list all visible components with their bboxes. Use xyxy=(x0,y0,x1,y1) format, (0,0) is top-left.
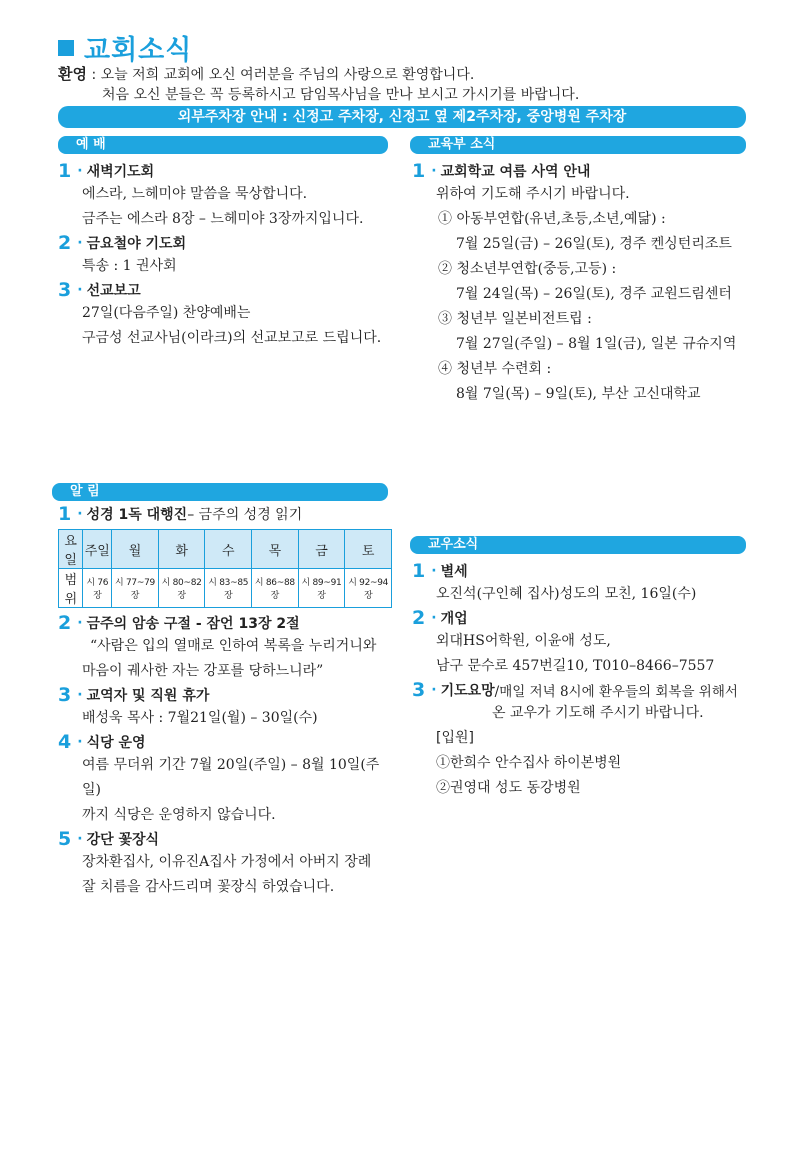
worship-item-2: 2 · 금요철야 기도회 xyxy=(58,232,187,254)
body-line: 장차환집사, 이유진A집사 가정에서 아버지 장례 xyxy=(82,854,372,870)
square-bullet-icon xyxy=(58,40,74,56)
table-cell: 월 xyxy=(112,530,159,569)
body-line: 잘 치름을 감사드리며 꽃장식 하였습니다. xyxy=(82,879,335,895)
item-number: 1 xyxy=(412,560,426,582)
table-cell: 시 89~91장 xyxy=(298,569,345,608)
members-section xyxy=(412,560,762,801)
worship-item-3: 3 · 선교보고 xyxy=(58,279,141,301)
body-line: ③ 청년부 일본비전트립 : xyxy=(438,311,592,327)
table-cell: 시 77~79장 xyxy=(112,569,159,608)
body-line: 7월 24일(목) – 26일(토), 경주 교원드림센터 xyxy=(456,286,732,302)
table-cell: 화 xyxy=(158,530,205,569)
body-line: 에스라, 느헤미야 말씀을 묵상합니다. xyxy=(82,186,308,202)
notice-item-3: 3 · 교역자 및 직원 휴가 xyxy=(58,684,210,706)
body-line: “사람은 입의 열매로 인하여 복록을 누리거니와 xyxy=(90,638,377,654)
page-title-text: 교회소식 xyxy=(84,35,193,66)
body-line: 외대HS어학원, 이윤애 성도, xyxy=(436,633,611,649)
item-title: 교회학교 여름 사역 안내 xyxy=(440,164,591,180)
body-line: 금주는 에스라 8장 – 느헤미야 3장까지입니다. xyxy=(82,211,364,227)
item-title: 기도요망 xyxy=(440,683,495,699)
table-cell: 요일 xyxy=(59,530,83,569)
item-number: 1 xyxy=(58,503,72,525)
item-number: 2 xyxy=(58,232,72,254)
body-line: 배성욱 목사 : 7월21일(월) – 30일(수) xyxy=(82,710,318,726)
item-title: 식당 운영 xyxy=(86,735,146,751)
body-line: ②권영대 성도 동강병원 xyxy=(436,780,581,796)
body-line: 온 교우가 기도해 주시기 바랍니다. xyxy=(492,705,704,721)
body-line: ①한희수 안수집사 하이본병원 xyxy=(436,755,622,771)
welcome-label: 환영 xyxy=(58,65,87,83)
table-cell: 수 xyxy=(205,530,252,569)
notice-item-1: 1 · 성경 1독 대행진 – 금주의 성경 읽기 xyxy=(58,503,303,525)
welcome-line1: : 오늘 저희 교회에 오신 여러분을 주님의 사랑으로 환영합니다. xyxy=(91,67,475,83)
body-line: 남구 문수로 457번길10, T010–8466–7557 xyxy=(436,658,715,674)
members-item-2: 2 · 개업 xyxy=(412,607,468,629)
body-line: 구금성 선교사님(이라크)의 선교보고로 드립니다. xyxy=(82,330,382,346)
item-title: 교역자 및 직원 휴가 xyxy=(86,688,210,704)
body-line: 위하여 기도해 주시기 바랍니다. xyxy=(436,186,630,202)
education-section xyxy=(412,160,752,407)
item-number: 2 xyxy=(412,607,426,629)
table-cell: 목 xyxy=(252,530,299,569)
body-line: 7월 25일(금) – 26일(토), 경주 켄싱턴리조트 xyxy=(456,236,732,252)
worship-item-1: 1 · 새벽기도회 xyxy=(58,160,155,182)
item-title-suffix: – 금주의 성경 읽기 xyxy=(187,507,303,523)
education-item-1: 1 · 교회학교 여름 사역 안내 xyxy=(412,160,591,182)
body-line: 오진석(구인혜 집사)성도의 모친, 16일(수) xyxy=(436,586,697,602)
item-title: 새벽기도회 xyxy=(86,164,155,180)
members-item-3: 3 · 기도요망 /매일 저녁 8시에 환우들의 회복을 위해서 xyxy=(412,679,738,701)
table-cell: 주일 xyxy=(83,530,112,569)
item-number: 3 xyxy=(58,279,72,301)
item-number: 3 xyxy=(58,684,72,706)
prayer-text: /매일 저녁 8시에 환우들의 회복을 위해서 xyxy=(494,684,738,700)
item-title: 선교보고 xyxy=(86,283,141,299)
notice-section xyxy=(58,503,398,900)
body-line: 특송 : 1 권사회 xyxy=(82,258,177,274)
welcome-line2: 처음 오신 분들은 꼭 등록하시고 담임목사님을 만나 보시고 가시기를 바랍니다. xyxy=(102,87,580,103)
item-number: 1 xyxy=(412,160,426,182)
body-line: ④ 청년부 수련회 : xyxy=(438,361,552,377)
notice-header: 알 림 xyxy=(52,483,388,501)
item-number: 5 xyxy=(58,828,72,850)
table-cell: 시 80~82장 xyxy=(158,569,205,608)
notice-item-4: 4 · 식당 운영 xyxy=(58,731,146,753)
body-line: 마음이 궤사한 자는 강포를 당하느니라” xyxy=(82,663,324,679)
item-title: 별세 xyxy=(440,564,468,580)
item-number: 3 xyxy=(412,679,426,701)
item-number: 4 xyxy=(58,731,72,753)
worship-section xyxy=(58,160,398,351)
welcome-block xyxy=(58,64,579,105)
body-line: ② 청소년부연합(중등,고등) : xyxy=(438,261,617,277)
worship-header: 예 배 xyxy=(58,136,388,154)
body-line: 8월 7일(목) – 9일(토), 부산 고신대학교 xyxy=(456,386,701,402)
item-title: 개업 xyxy=(440,611,468,627)
body-line: ① 아동부연합(유년,초등,소년,예닮) : xyxy=(438,211,666,227)
body-line: 7월 27일(주일) – 8월 1일(금), 일본 규슈지역 xyxy=(456,336,737,352)
item-title: 성경 1독 대행진 xyxy=(86,507,188,523)
table-cell: 시 76장 xyxy=(83,569,112,608)
item-title: 금요철야 기도회 xyxy=(86,236,187,252)
admission-label: [입원] xyxy=(436,730,474,746)
body-line: 여름 무더위 기간 7월 20일(주일) – 8월 10일(주일) xyxy=(82,757,380,798)
item-title: 금주의 암송 구절 - 잠언 13장 2절 xyxy=(86,616,300,632)
table-cell: 시 83~85장 xyxy=(205,569,252,608)
table-cell: 시 92~94장 xyxy=(345,569,392,608)
page-title xyxy=(58,28,192,67)
members-header: 교우소식 xyxy=(410,536,746,554)
members-item-1: 1 · 별세 xyxy=(412,560,468,582)
parking-banner: 외부주차장 안내 : 신정고 주차장, 신정고 옆 제2주차장, 중앙병원 주차장 xyxy=(58,106,746,128)
body-line: 27일(다음주일) 찬양예배는 xyxy=(82,305,251,321)
bible-reading-table xyxy=(58,529,392,608)
table-cell: 시 86~88장 xyxy=(252,569,299,608)
item-title: 강단 꽃장식 xyxy=(86,832,160,848)
item-number: 2 xyxy=(58,612,72,634)
body-line: 까지 식당은 운영하지 않습니다. xyxy=(82,807,276,823)
item-number: 1 xyxy=(58,160,72,182)
notice-item-5: 5 · 강단 꽃장식 xyxy=(58,828,160,850)
table-cell: 범위 xyxy=(59,569,83,608)
notice-item-2: 2 · 금주의 암송 구절 - 잠언 13장 2절 xyxy=(58,612,300,634)
table-cell: 금 xyxy=(298,530,345,569)
table-cell: 토 xyxy=(345,530,392,569)
education-header: 교육부 소식 xyxy=(410,136,746,154)
